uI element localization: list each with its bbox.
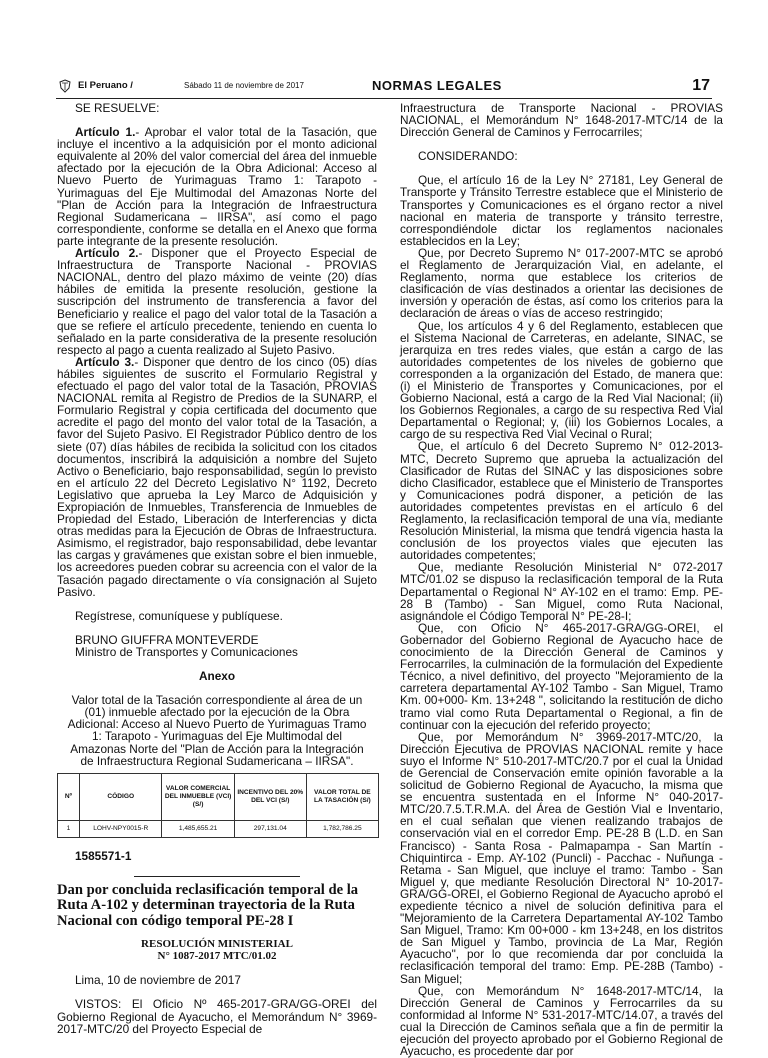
paragraph: Que, por Decreto Supremo N° 017-2007-MTC se aprobó el Reglamento de Jerarquización Vial, en adelante, el Reglamento, norma que establece los criterios de clasificación de vías destinados a orientar las decisiones de inversión y operación de éstas, así como los criterios para la declaración de áreas o vías de acceso restringido; bbox=[400, 245, 723, 321]
place-date: Lima, 10 de noviembre de 2017 bbox=[75, 973, 241, 988]
col-header: INCENTIVO DEL 20% DEL VCI (S/) bbox=[234, 773, 306, 820]
article-2 bbox=[57, 247, 377, 356]
annex-title: Anexo bbox=[198, 669, 236, 684]
coat-of-arms-icon bbox=[58, 79, 72, 93]
table-cell: LOHV-NPY0015-R bbox=[80, 820, 162, 837]
article-2-label: Artículo 2. bbox=[75, 246, 139, 261]
signer-title: Ministro de Transportes y Comunicaciones bbox=[75, 644, 298, 659]
col-header: CÓDIGO bbox=[80, 773, 162, 820]
table-row bbox=[58, 820, 379, 837]
col-header: VALOR TOTAL DE LA TASACIÓN (S/) bbox=[306, 773, 378, 820]
paragraph: Infraestructura de Transporte Nacional - PROVIAS NACIONAL, el Memorándum N° 1648-2017-MTC/14 de la Dirección General de Caminos y Ferrocarriles; bbox=[400, 101, 723, 140]
vistos: VISTOS: El Oficio Nº 465-2017-GRA/GG-OREI del Gobierno Regional de Ayacucho, el Memorándum N° 3969-2017-MTC/20 del Proyecto Especial de bbox=[57, 997, 377, 1036]
paragraph: Que, con Oficio N° 465-2017-GRA/GG-OREI, el Gobernador del Gobierno Regional de Ayacucho hace de conocimiento de la Dirección General de Caminos y Ferrocarriles, la culminación de la formulación del Expediente Técnico, a nivel definitivo, del proyecto "Mejoramiento de la carretera departamental AY-102 Tambo - San Miguel, Tramo Km. 00+000- Km. 13+248 ", solicitando la restitución de dicho tramo vial como Ruta Departamental o Regional, a fin de continuar con la ejecución del referido proyecto; bbox=[400, 620, 723, 732]
section-divider bbox=[134, 876, 300, 877]
article-3-label: Artículo 3. bbox=[75, 354, 135, 369]
table-cell: 297,131.04 bbox=[234, 820, 306, 837]
paragraph: Que, los artículos 4 y 6 del Reglamento, establecen que el Sistema Nacional de Carreteras, en adelante, SINAC, se jerarquiza en tres redes viales, que están a cargo de las autoridades competentes de los niveles de gobierno que corresponden a la organización del Estado, de manera que: (i) el Ministerio de Transportes y Comunicaciones, por el Gobierno Nacional, está a cargo de la Red Vial Nacional; (ii) los Gobiernos Regionales, a cargo de su respectiva Red Vial Departamental o Regional; y, (iii) los Gobiernos Locales, a cargo de su respectiva Red Vial Vecinal o Rural; bbox=[400, 318, 723, 442]
publication-name: El Peruano / bbox=[78, 80, 133, 91]
article-1-text: - Aprobar el valor total de la Tasación, que incluye el incentivo a la adquisición por el monto adicional equivalente al 20% del valor comercial del área del inmueble afectado por la ejecución de la Obra Adicional: Acceso al Nuevo Puerto de Yurimaguas Tramo 1: Tarapoto - Yurimaguas del Eje Multimodal del Amazonas Norte del "Plan de Acción para la Integración de Infraestructura Regional Sudamericana – IIRSA", así como el pago correspondiente, conforme se detalla en el Anexo que forma parte integrante de la presente resolución. bbox=[57, 125, 377, 248]
table-header-row bbox=[58, 773, 379, 820]
table-cell: 1,782,786.25 bbox=[306, 820, 378, 837]
se-resuelve: SE RESUELVE: bbox=[75, 101, 160, 115]
resolution-title: RESOLUCIÓN MINISTERIAL bbox=[141, 938, 293, 951]
annex-table bbox=[57, 773, 379, 838]
left-column bbox=[57, 102, 377, 1035]
article-3 bbox=[57, 356, 377, 598]
considerando: CONSIDERANDO: bbox=[418, 149, 518, 164]
article-1 bbox=[57, 126, 377, 247]
resolution-number: N° 1087-2017 MTC/01.02 bbox=[157, 949, 277, 962]
col-header: Nº bbox=[58, 773, 80, 820]
paragraph: Que, el artículo 16 de la Ley N° 27181, Ley General de Transporte y Tránsito Terrestre establece que el Ministerio de Transportes y Comunicaciones es el órgano rector a nivel nacional en materia de transporte y tránsito terrestre, correspondiéndole dictar los reglamentos nacionales establecidos en la Ley; bbox=[400, 173, 723, 248]
article-3-text: - Disponer que dentro de los cinco (05) días hábiles siguientes de suscrito el Formulario Registral y efectuado el pago del valor total de la Tasación, PROVIAS NACIONAL remita al Registro de Predios de la SUNARP, el Formulario Registral y copia certificada del documento que acredite el pago del monto del valor total de la Tasación, a favor del Sujeto Pasivo. El Registrador Público dentro de los siete (07) días hábiles de recibida la solicitud con los citados documentos, inscribirá la adquisición a nombre del Sujeto Activo o Beneficiario, bajo responsabilidad, según lo previsto en el artículo 22 del Decreto Legislativo N° 1192, Decreto Legislativo que aprueba la Ley Marco de Adquisición y Expropiación de Inmuebles, Transferencia de Inmuebles de Propiedad del Estado, Liberación de Interferencias y dicta otras medidas para la Ejecución de Obras de Infraestructura. Asimismo, el registrador, bajo responsabilidad, debe levantar las cargas y gravámenes que existan sobre el bien inmueble, los acreedores pueden cobrar su acreencia con el valor de la Tasación pagado directamente o vía consignación al Sujeto Pasivo. bbox=[57, 354, 378, 599]
signer-name: BRUNO GIUFFRA MONTEVERDE bbox=[75, 632, 259, 647]
publication-date: Sábado 11 de noviembre de 2017 bbox=[184, 81, 304, 90]
table-cell: 1 bbox=[58, 820, 80, 837]
article-1-label: Artículo 1. bbox=[75, 125, 136, 140]
annex-intro: Valor total de la Tasación correspondiente al área de un (01) inmueble afectado por la ejecución de la Obra Adicional: Acceso al Nuevo Puerto de Yurimaguas Tramo 1: Tarapoto - Yurimaguas del Eje Multimodal del Amazonas Norte del "Plan de Acción para la Integración de Infraestructura Regional Sudamericana – IIRSA". bbox=[67, 693, 367, 768]
page-number: 17 bbox=[692, 77, 710, 94]
section-title: NORMAS LEGALES bbox=[372, 78, 502, 93]
paragraph: Que, el artículo 6 del Decreto Supremo N° 012-2013-MTC, Decreto Supremo que aprueba la actualización del Clasificador de Rutas del SINAC y las disposiciones sobre dicho Clasificador, establece que el Ministerio de Transportes y Comunicaciones podrá disponer, a petición de las autoridades competentes previstas en el artículo 6 del Reglamento, la reclasificación temporal de una vía, mediante Resolución Ministerial, la misma que tendrá vigencia hasta la conclusión de los proyectos viales que ejecuten las autoridades competentes; bbox=[400, 439, 723, 563]
headline: Dan por concluida reclasificación temporal de la Ruta A-102 y determinan trayectoria de la Ruta Nacional con código temporal PE-28 I bbox=[57, 881, 359, 929]
right-column bbox=[400, 102, 723, 1057]
registrese: Regístrese, comuníquese y publíquese. bbox=[75, 608, 283, 623]
col-header: VALOR COMERCIAL DEL INMUEBLE (VCI) (S/) bbox=[162, 773, 234, 820]
page-header bbox=[56, 78, 712, 99]
table-cell: 1,485,655.21 bbox=[162, 820, 234, 837]
paragraph: Que, mediante Resolución Ministerial N° 072-2017 MTC/01.02 se dispuso la reclasificación temporal de la Ruta Departamental o Regional N° AY-102 en el tramo: Emp. PE-28 B (Tambo) - San Miguel, como Ruta Nacional, asignándole el Código Temporal N° PE-28-I; bbox=[400, 560, 723, 623]
article-2-text: - Disponer que el Proyecto Especial de Infraestructura de Transporte Nacional - PROVIAS NACIONAL, dentro del plazo máximo de veinte (20) días hábiles de emitida la presente resolución, gestione la suscripción del instrumento de transferencia a favor del Beneficiario y realice el pago del valor total de la Tasación a que se refiere el artículo precedente, teniendo en cuenta lo señalado en la parte considerativa de la presente resolución respecto al pago a cuenta realizado al Sujeto Pasivo. bbox=[57, 246, 377, 357]
paragraph: Que, por Memorándum N° 3969-2017-MTC/20, la Dirección Ejecutiva de PROVIAS NACIONAL remite y hace suyo el Informe N° 510-2017-MTC/20.7 por el cual la Unidad de Gerencial de Conservación emite opinión favorable a la solicitud de Gobierno Regional de Ayacucho, la misma que se encuentra sustentada en el Informe N° 040-2017-MTC/20.7.5.T.R.M.A. del Área de Gestión Vial e Inventario, en el cual señalan que vienen realizando trabajos de conservación vial en el corredor Emp. PE-28 B (L.D. en San Francisco) - Santa Rosa - Palmapampa - San Martín - Chiquintirca - Emp. AY-102 (Puncli) - Pacchac - Nuñunga - Retama - San Miguel, que incluye el tramo: Tambo - San Miguel y, que mediante Resolución Directoral N° 10-2017-GRA/GG-OREI, el Gobierno Regional de Ayacucho aprobó el expediente técnico a nivel de solución definitiva para el "Mejoramiento de la Carretera Departamental AY-102 Tambo San Miguel, Tramo: Km 00+000 - km 13+248, en los distritos de San Miguel y Tambo, provincia de La Mar, Región Ayacucho", por lo que recomienda dar por concluida la reclasificación temporal del tramo: Emp. PE-28B (Tambo) - San Miguel; bbox=[400, 729, 723, 986]
document-number: 1585571-1 bbox=[75, 848, 132, 863]
paragraph: Que, con Memorándum N° 1648-2017-MTC/14, la Dirección General de Caminos y Ferrocarriles da su conformidad al Informe N° 531-2017-MTC/14.07, a través del cual la Dirección de Caminos señala que a fin de permitir la ejecución del proyecto aprobado por el Gobierno Regional de Ayacucho, es procedente dar por bbox=[400, 983, 723, 1058]
